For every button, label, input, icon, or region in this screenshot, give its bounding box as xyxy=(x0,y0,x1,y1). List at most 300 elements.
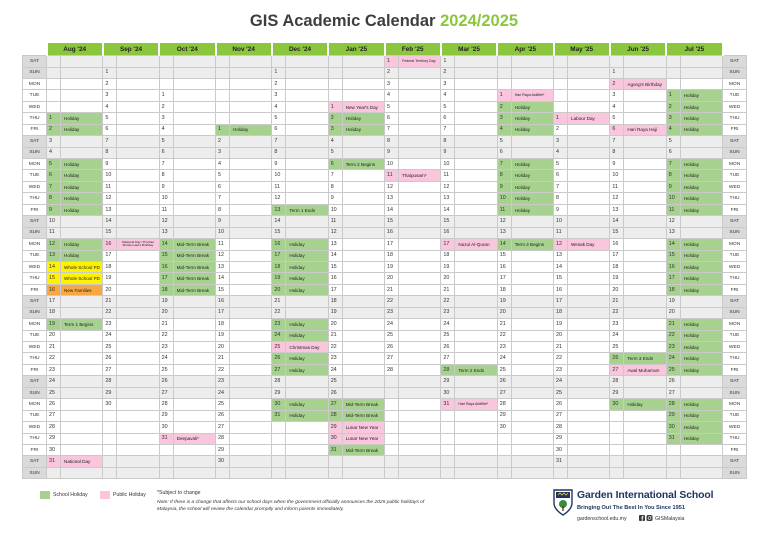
day-label: FRI xyxy=(23,364,47,375)
event-cell xyxy=(342,376,384,387)
event-cell xyxy=(230,444,272,455)
day-number: 30 xyxy=(272,399,286,410)
day-number: 26 xyxy=(216,410,230,421)
day-number: 27 xyxy=(216,422,230,433)
event-cell xyxy=(568,136,610,147)
event-cell xyxy=(399,239,441,250)
calendar-row xyxy=(23,204,747,215)
day-number: 30 xyxy=(666,422,680,433)
day-number: 12 xyxy=(385,181,399,192)
event-cell xyxy=(568,433,610,444)
day-number: 1 xyxy=(272,67,286,78)
event-cell xyxy=(680,296,722,307)
day-label: WED xyxy=(23,181,47,192)
event-cell: Holiday xyxy=(286,239,328,250)
day-number: 29 xyxy=(216,444,230,455)
day-number: 17 xyxy=(47,296,61,307)
calendar-row xyxy=(23,239,747,250)
day-number: 30 xyxy=(610,399,624,410)
empty-cell xyxy=(159,78,173,89)
day-label: TUE xyxy=(23,90,47,101)
instagram-icon[interactable] xyxy=(647,515,653,521)
event-cell xyxy=(624,227,666,238)
empty-cell xyxy=(666,56,680,67)
calendar-row xyxy=(23,136,747,147)
empty-cell xyxy=(568,67,610,78)
day-number: 11 xyxy=(610,181,624,192)
event-cell xyxy=(568,296,610,307)
day-number: 8 xyxy=(103,147,117,158)
event-cell xyxy=(342,284,384,295)
event-cell xyxy=(680,387,722,398)
empty-cell xyxy=(47,78,61,89)
day-label: THU xyxy=(23,193,47,204)
empty-cell xyxy=(47,90,61,101)
event-cell xyxy=(173,399,215,410)
day-number: 11 xyxy=(272,181,286,192)
day-number: 19 xyxy=(385,261,399,272)
day-label: THU xyxy=(23,273,47,284)
empty-cell xyxy=(286,444,328,455)
event-cell xyxy=(230,193,272,204)
event-cell xyxy=(61,364,103,375)
event-cell xyxy=(455,376,497,387)
empty-cell xyxy=(385,410,399,421)
day-label: SUN xyxy=(23,387,47,398)
day-number: 22 xyxy=(159,330,173,341)
day-label: WED xyxy=(23,342,47,353)
day-number: 7 xyxy=(103,136,117,147)
empty-cell xyxy=(610,433,624,444)
calendar-row xyxy=(23,181,747,192)
empty-cell xyxy=(497,67,511,78)
event-cell: Holiday xyxy=(680,124,722,135)
day-number: 7 xyxy=(47,181,61,192)
event-cell: Holiday xyxy=(680,159,722,170)
day-number: 4 xyxy=(328,136,342,147)
day-number: 31 xyxy=(441,399,455,410)
event-cell xyxy=(230,342,272,353)
empty-cell xyxy=(385,444,399,455)
event-cell xyxy=(624,147,666,158)
day-number: 29 xyxy=(497,410,511,421)
event-cell xyxy=(511,399,553,410)
day-number: 6 xyxy=(610,124,624,135)
event-cell: Holiday xyxy=(61,113,103,124)
day-number: 1 xyxy=(666,90,680,101)
day-number: 12 xyxy=(666,216,680,227)
event-cell xyxy=(173,296,215,307)
day-number: 2 xyxy=(554,124,568,135)
day-number: 9 xyxy=(272,159,286,170)
event-cell: Holiday xyxy=(511,204,553,215)
day-number: 21 xyxy=(159,319,173,330)
day-number: 23 xyxy=(666,342,680,353)
day-number: 28 xyxy=(216,433,230,444)
empty-cell xyxy=(159,444,173,455)
event-cell: Holiday xyxy=(342,113,384,124)
event-cell xyxy=(286,159,328,170)
day-number: 4 xyxy=(272,101,286,112)
empty-cell xyxy=(610,56,624,67)
day-number: 24 xyxy=(272,330,286,341)
event-cell: Holiday xyxy=(680,319,722,330)
day-label: SAT xyxy=(723,456,747,467)
event-cell: Holiday xyxy=(680,181,722,192)
empty-cell xyxy=(455,456,497,467)
day-number: 29 xyxy=(272,387,286,398)
day-number: 17 xyxy=(328,284,342,295)
day-number: 20 xyxy=(216,342,230,353)
event-cell: Holiday xyxy=(511,159,553,170)
event-cell xyxy=(624,113,666,124)
day-number: 27 xyxy=(554,410,568,421)
empty-cell xyxy=(441,410,455,421)
event-cell xyxy=(117,273,159,284)
day-number: 15 xyxy=(441,216,455,227)
day-number: 8 xyxy=(159,170,173,181)
day-label: TUE xyxy=(723,90,747,101)
day-number: 10 xyxy=(47,216,61,227)
event-cell xyxy=(568,170,610,181)
event-cell xyxy=(511,273,553,284)
empty-cell xyxy=(103,422,117,433)
day-label: FRI xyxy=(23,204,47,215)
day-number: 19 xyxy=(610,273,624,284)
event-cell xyxy=(568,410,610,421)
day-label: FRI xyxy=(723,364,747,375)
calendar-row xyxy=(23,307,747,318)
event-cell xyxy=(624,250,666,261)
event-cell: Term 2 Ends xyxy=(455,364,497,375)
day-number: 9 xyxy=(328,193,342,204)
event-cell: Holiday xyxy=(61,181,103,192)
calendar-row xyxy=(23,410,747,421)
event-cell xyxy=(624,342,666,353)
event-cell xyxy=(399,124,441,135)
month-header: Jun '25 xyxy=(610,43,666,56)
day-number: 7 xyxy=(328,170,342,181)
event-cell xyxy=(511,216,553,227)
calendar-row xyxy=(23,364,747,375)
event-cell: Holiday xyxy=(61,124,103,135)
day-number: 29 xyxy=(47,433,61,444)
day-number: 2 xyxy=(159,101,173,112)
empty-cell xyxy=(399,376,441,387)
empty-cell xyxy=(230,113,272,124)
day-number: 24 xyxy=(103,330,117,341)
day-number: 22 xyxy=(272,307,286,318)
day-number: 2 xyxy=(47,124,61,135)
event-cell xyxy=(624,307,666,318)
event-cell xyxy=(399,67,441,78)
day-label: SAT xyxy=(23,216,47,227)
event-cell xyxy=(286,216,328,227)
day-label: SAT xyxy=(723,376,747,387)
day-number: 24 xyxy=(47,376,61,387)
event-cell xyxy=(342,193,384,204)
day-number: 9 xyxy=(103,159,117,170)
event-cell xyxy=(230,410,272,421)
day-number: 22 xyxy=(328,342,342,353)
day-number: 13 xyxy=(47,250,61,261)
day-number: 27 xyxy=(328,399,342,410)
event-cell: Holiday xyxy=(286,364,328,375)
day-number: 17 xyxy=(554,296,568,307)
event-cell xyxy=(624,284,666,295)
event-cell: Holiday xyxy=(680,410,722,421)
event-cell xyxy=(230,250,272,261)
school-website-link[interactable]: gardenschool.edu.my xyxy=(577,516,627,522)
calendar-row xyxy=(23,467,747,478)
empty-cell xyxy=(385,433,399,444)
day-number: 28 xyxy=(272,376,286,387)
empty-cell xyxy=(610,422,624,433)
empty-cell xyxy=(342,467,384,478)
day-number: 13 xyxy=(610,204,624,215)
month-header-row xyxy=(23,43,747,56)
event-cell xyxy=(342,364,384,375)
day-label: THU xyxy=(23,433,47,444)
event-cell xyxy=(511,376,553,387)
day-number: 7 xyxy=(666,159,680,170)
empty-cell xyxy=(342,90,384,101)
event-cell xyxy=(117,101,159,112)
empty-cell xyxy=(173,467,215,478)
day-number: 4 xyxy=(441,90,455,101)
day-number: 27 xyxy=(610,364,624,375)
event-cell xyxy=(455,204,497,215)
day-number: 11 xyxy=(103,181,117,192)
day-label: THU xyxy=(23,113,47,124)
empty-cell xyxy=(272,444,286,455)
event-cell xyxy=(455,124,497,135)
social-icons xyxy=(639,515,653,522)
day-number: 11 xyxy=(47,227,61,238)
day-number: 28 xyxy=(328,410,342,421)
event-cell xyxy=(624,261,666,272)
event-cell: Holiday xyxy=(680,353,722,364)
day-number: 21 xyxy=(497,319,511,330)
event-cell: Mid-Term Break xyxy=(173,273,215,284)
event-cell xyxy=(230,284,272,295)
empty-cell xyxy=(624,422,666,433)
event-cell xyxy=(117,330,159,341)
day-label: THU xyxy=(723,433,747,444)
event-cell: Holiday xyxy=(511,181,553,192)
empty-cell xyxy=(342,456,384,467)
day-label: THU xyxy=(23,353,47,364)
event-cell xyxy=(117,353,159,364)
event-cell xyxy=(399,307,441,318)
day-number: 9 xyxy=(47,204,61,215)
day-number: 3 xyxy=(103,90,117,101)
day-number: 8 xyxy=(385,136,399,147)
day-number: 5 xyxy=(610,113,624,124)
day-label: FRI xyxy=(23,444,47,455)
day-number: 28 xyxy=(103,376,117,387)
day-number: 22 xyxy=(441,296,455,307)
event-cell xyxy=(230,227,272,238)
day-number: 1 xyxy=(47,113,61,124)
event-cell xyxy=(568,124,610,135)
day-number: 2 xyxy=(441,67,455,78)
day-number: 18 xyxy=(385,250,399,261)
empty-cell xyxy=(117,444,159,455)
day-number: 8 xyxy=(497,170,511,181)
day-number: 4 xyxy=(47,147,61,158)
event-cell xyxy=(117,181,159,192)
event-cell xyxy=(230,364,272,375)
event-cell xyxy=(568,399,610,410)
empty-cell xyxy=(568,78,610,89)
event-cell xyxy=(173,113,215,124)
day-number: 26 xyxy=(554,399,568,410)
day-label: THU xyxy=(723,353,747,364)
event-cell: Holiday xyxy=(286,250,328,261)
day-number: 10 xyxy=(272,170,286,181)
empty-cell xyxy=(328,456,342,467)
event-cell xyxy=(286,124,328,135)
day-label: WED xyxy=(23,422,47,433)
day-number: 14 xyxy=(328,250,342,261)
day-number: 12 xyxy=(610,193,624,204)
event-cell xyxy=(173,227,215,238)
event-cell xyxy=(624,170,666,181)
day-number: 21 xyxy=(216,353,230,364)
month-header: Oct '24 xyxy=(159,43,215,56)
day-number: 8 xyxy=(554,193,568,204)
day-number: 2 xyxy=(385,67,399,78)
day-number: 13 xyxy=(328,239,342,250)
day-number: 27 xyxy=(47,410,61,421)
day-number: 31 xyxy=(272,410,286,421)
empty-cell xyxy=(272,456,286,467)
day-number: 16 xyxy=(441,227,455,238)
event-cell: Mid-Term Break xyxy=(173,239,215,250)
event-cell xyxy=(455,113,497,124)
day-label: SUN xyxy=(723,67,747,78)
event-cell xyxy=(117,147,159,158)
subject-to-change-note: *Subject to change xyxy=(157,490,201,496)
day-number: 18 xyxy=(47,307,61,318)
event-cell: Agong's Birthday xyxy=(624,78,666,89)
event-cell xyxy=(511,364,553,375)
day-number: 20 xyxy=(610,284,624,295)
day-label: SUN xyxy=(23,227,47,238)
day-number: 28 xyxy=(554,422,568,433)
day-number: 29 xyxy=(554,433,568,444)
event-cell xyxy=(624,216,666,227)
empty-cell xyxy=(230,67,272,78)
event-cell xyxy=(399,342,441,353)
empty-cell xyxy=(103,456,117,467)
day-number: 21 xyxy=(47,342,61,353)
event-cell xyxy=(230,147,272,158)
event-cell: New Families xyxy=(61,284,103,295)
event-cell xyxy=(568,307,610,318)
day-number: 20 xyxy=(554,330,568,341)
empty-cell xyxy=(328,467,342,478)
day-number: 24 xyxy=(610,330,624,341)
day-number: 22 xyxy=(385,296,399,307)
event-cell xyxy=(511,307,553,318)
empty-cell xyxy=(666,456,680,467)
day-number: 7 xyxy=(216,193,230,204)
empty-cell xyxy=(385,376,399,387)
day-number: 3 xyxy=(328,124,342,135)
event-cell: Holiday xyxy=(61,239,103,250)
empty-cell xyxy=(680,78,722,89)
empty-cell xyxy=(455,410,497,421)
day-number: 10 xyxy=(554,216,568,227)
event-cell: Holiday xyxy=(680,90,722,101)
event-cell xyxy=(286,147,328,158)
day-label: WED xyxy=(23,101,47,112)
day-number: 31 xyxy=(554,456,568,467)
empty-cell xyxy=(159,456,173,467)
event-cell xyxy=(680,227,722,238)
day-number: 3 xyxy=(666,113,680,124)
day-number: 24 xyxy=(159,353,173,364)
event-cell xyxy=(61,136,103,147)
day-number: 10 xyxy=(159,193,173,204)
event-cell xyxy=(173,330,215,341)
day-number: 6 xyxy=(47,170,61,181)
day-number: 17 xyxy=(385,239,399,250)
day-number: 12 xyxy=(272,193,286,204)
day-number: 11 xyxy=(385,170,399,181)
event-cell xyxy=(286,307,328,318)
empty-cell xyxy=(554,78,568,89)
day-number: 24 xyxy=(216,387,230,398)
day-label: WED xyxy=(23,261,47,272)
empty-cell xyxy=(610,444,624,455)
empty-cell xyxy=(47,101,61,112)
calendar-row xyxy=(23,124,747,135)
empty-cell xyxy=(117,422,159,433)
day-number: 26 xyxy=(159,376,173,387)
event-cell xyxy=(399,113,441,124)
day-number: 30 xyxy=(216,456,230,467)
day-number: 16 xyxy=(328,273,342,284)
day-number: 20 xyxy=(272,284,286,295)
facebook-icon[interactable] xyxy=(639,515,645,521)
event-cell xyxy=(455,330,497,341)
day-label: SUN xyxy=(23,67,47,78)
day-number: 2 xyxy=(666,101,680,112)
event-cell xyxy=(624,296,666,307)
day-number: 28 xyxy=(610,376,624,387)
empty-cell xyxy=(286,456,328,467)
event-cell: Thaipusam* xyxy=(399,170,441,181)
empty-cell xyxy=(568,467,610,478)
day-number: 28 xyxy=(666,399,680,410)
event-cell: National Day xyxy=(61,456,103,467)
event-cell xyxy=(61,307,103,318)
school-social-handle[interactable]: GISMalaysia xyxy=(655,516,685,522)
event-cell xyxy=(568,227,610,238)
event-cell xyxy=(173,159,215,170)
empty-cell xyxy=(455,433,497,444)
day-number: 5 xyxy=(216,170,230,181)
event-cell xyxy=(680,136,722,147)
event-cell xyxy=(455,342,497,353)
event-cell xyxy=(117,387,159,398)
event-cell xyxy=(173,422,215,433)
empty-cell xyxy=(328,56,342,67)
day-number: 18 xyxy=(554,307,568,318)
